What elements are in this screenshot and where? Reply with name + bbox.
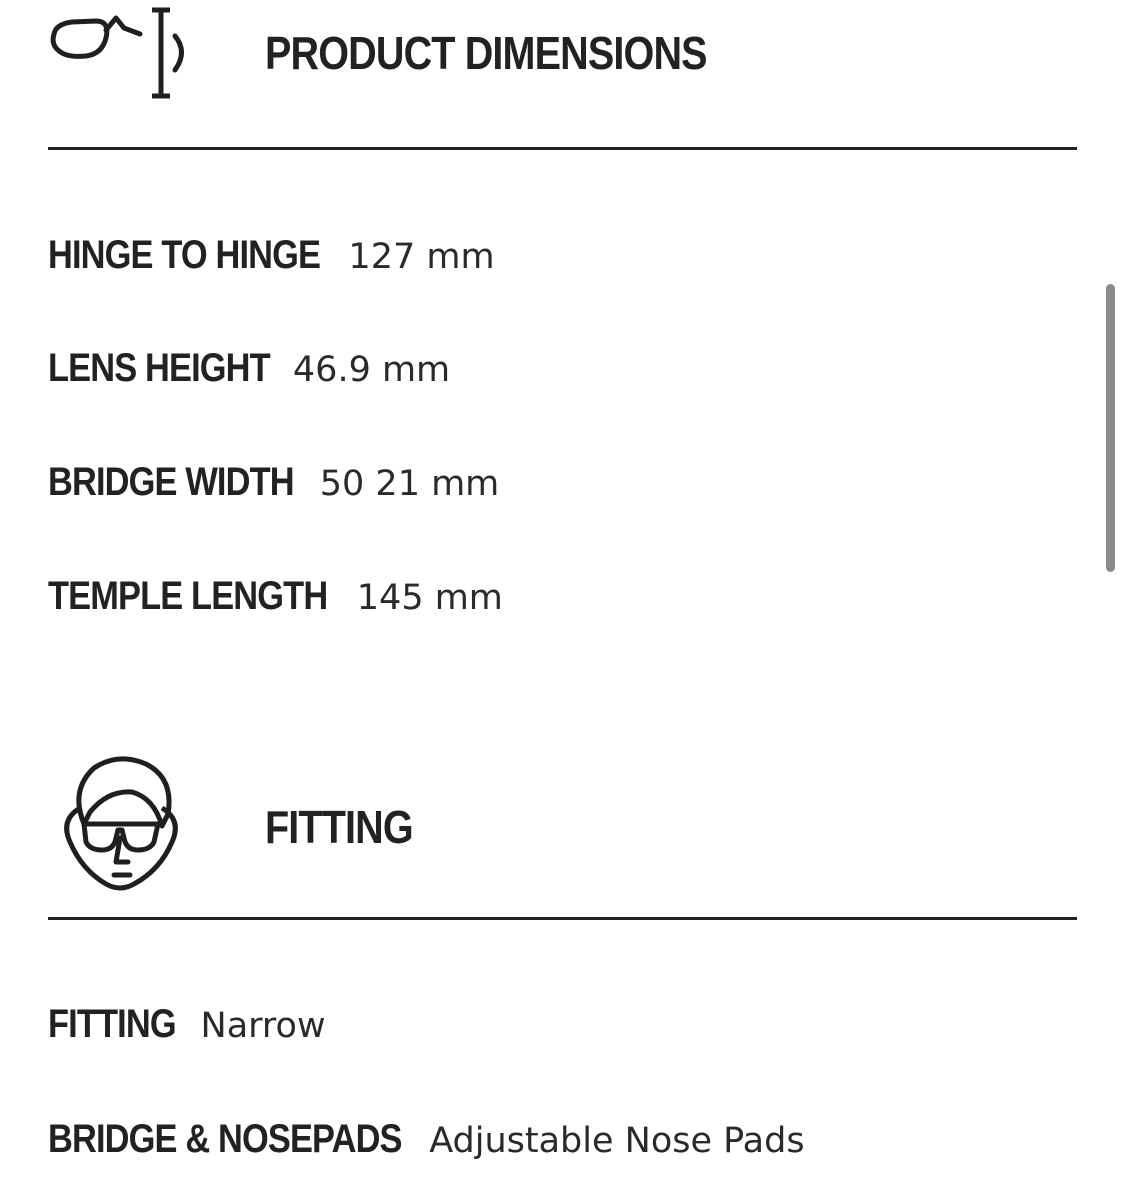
spec-label: BRIDGE WIDTH (48, 460, 294, 504)
spec-value: Narrow (200, 1006, 326, 1046)
fitting-section (0, 740, 1125, 1189)
spec-value: 127 mm (348, 237, 495, 277)
spec-label: TEMPLE LENGTH (48, 574, 328, 618)
spec-label: LENS HEIGHT (48, 346, 270, 390)
spec-value: Adjustable Nose Pads (429, 1121, 805, 1161)
spec-label: HINGE TO HINGE (48, 233, 321, 277)
divider (48, 917, 1077, 920)
spec-row-temple-length (48, 574, 503, 624)
glasses-dimension-icon (48, 4, 198, 100)
scrollbar[interactable] (1106, 284, 1115, 572)
spec-value: 50 21 mm (319, 464, 500, 504)
spec-row-bridge-nosepads (48, 1117, 805, 1167)
spec-value: 145 mm (356, 578, 503, 618)
spec-row-hinge-to-hinge (48, 233, 495, 283)
section-title-fitting: FITTING (265, 801, 413, 853)
section-title-dimensions: PRODUCT DIMENSIONS (265, 27, 707, 79)
spec-row-lens-height (48, 346, 450, 396)
spec-label: BRIDGE & NOSEPADS (48, 1117, 402, 1161)
spec-row-bridge-width (48, 460, 499, 510)
spec-label: FITTING (48, 1002, 176, 1046)
spec-row-fitting (48, 1002, 326, 1052)
spec-value: 46.9 mm (292, 350, 451, 390)
divider (48, 147, 1077, 150)
face-with-glasses-icon (50, 750, 190, 896)
